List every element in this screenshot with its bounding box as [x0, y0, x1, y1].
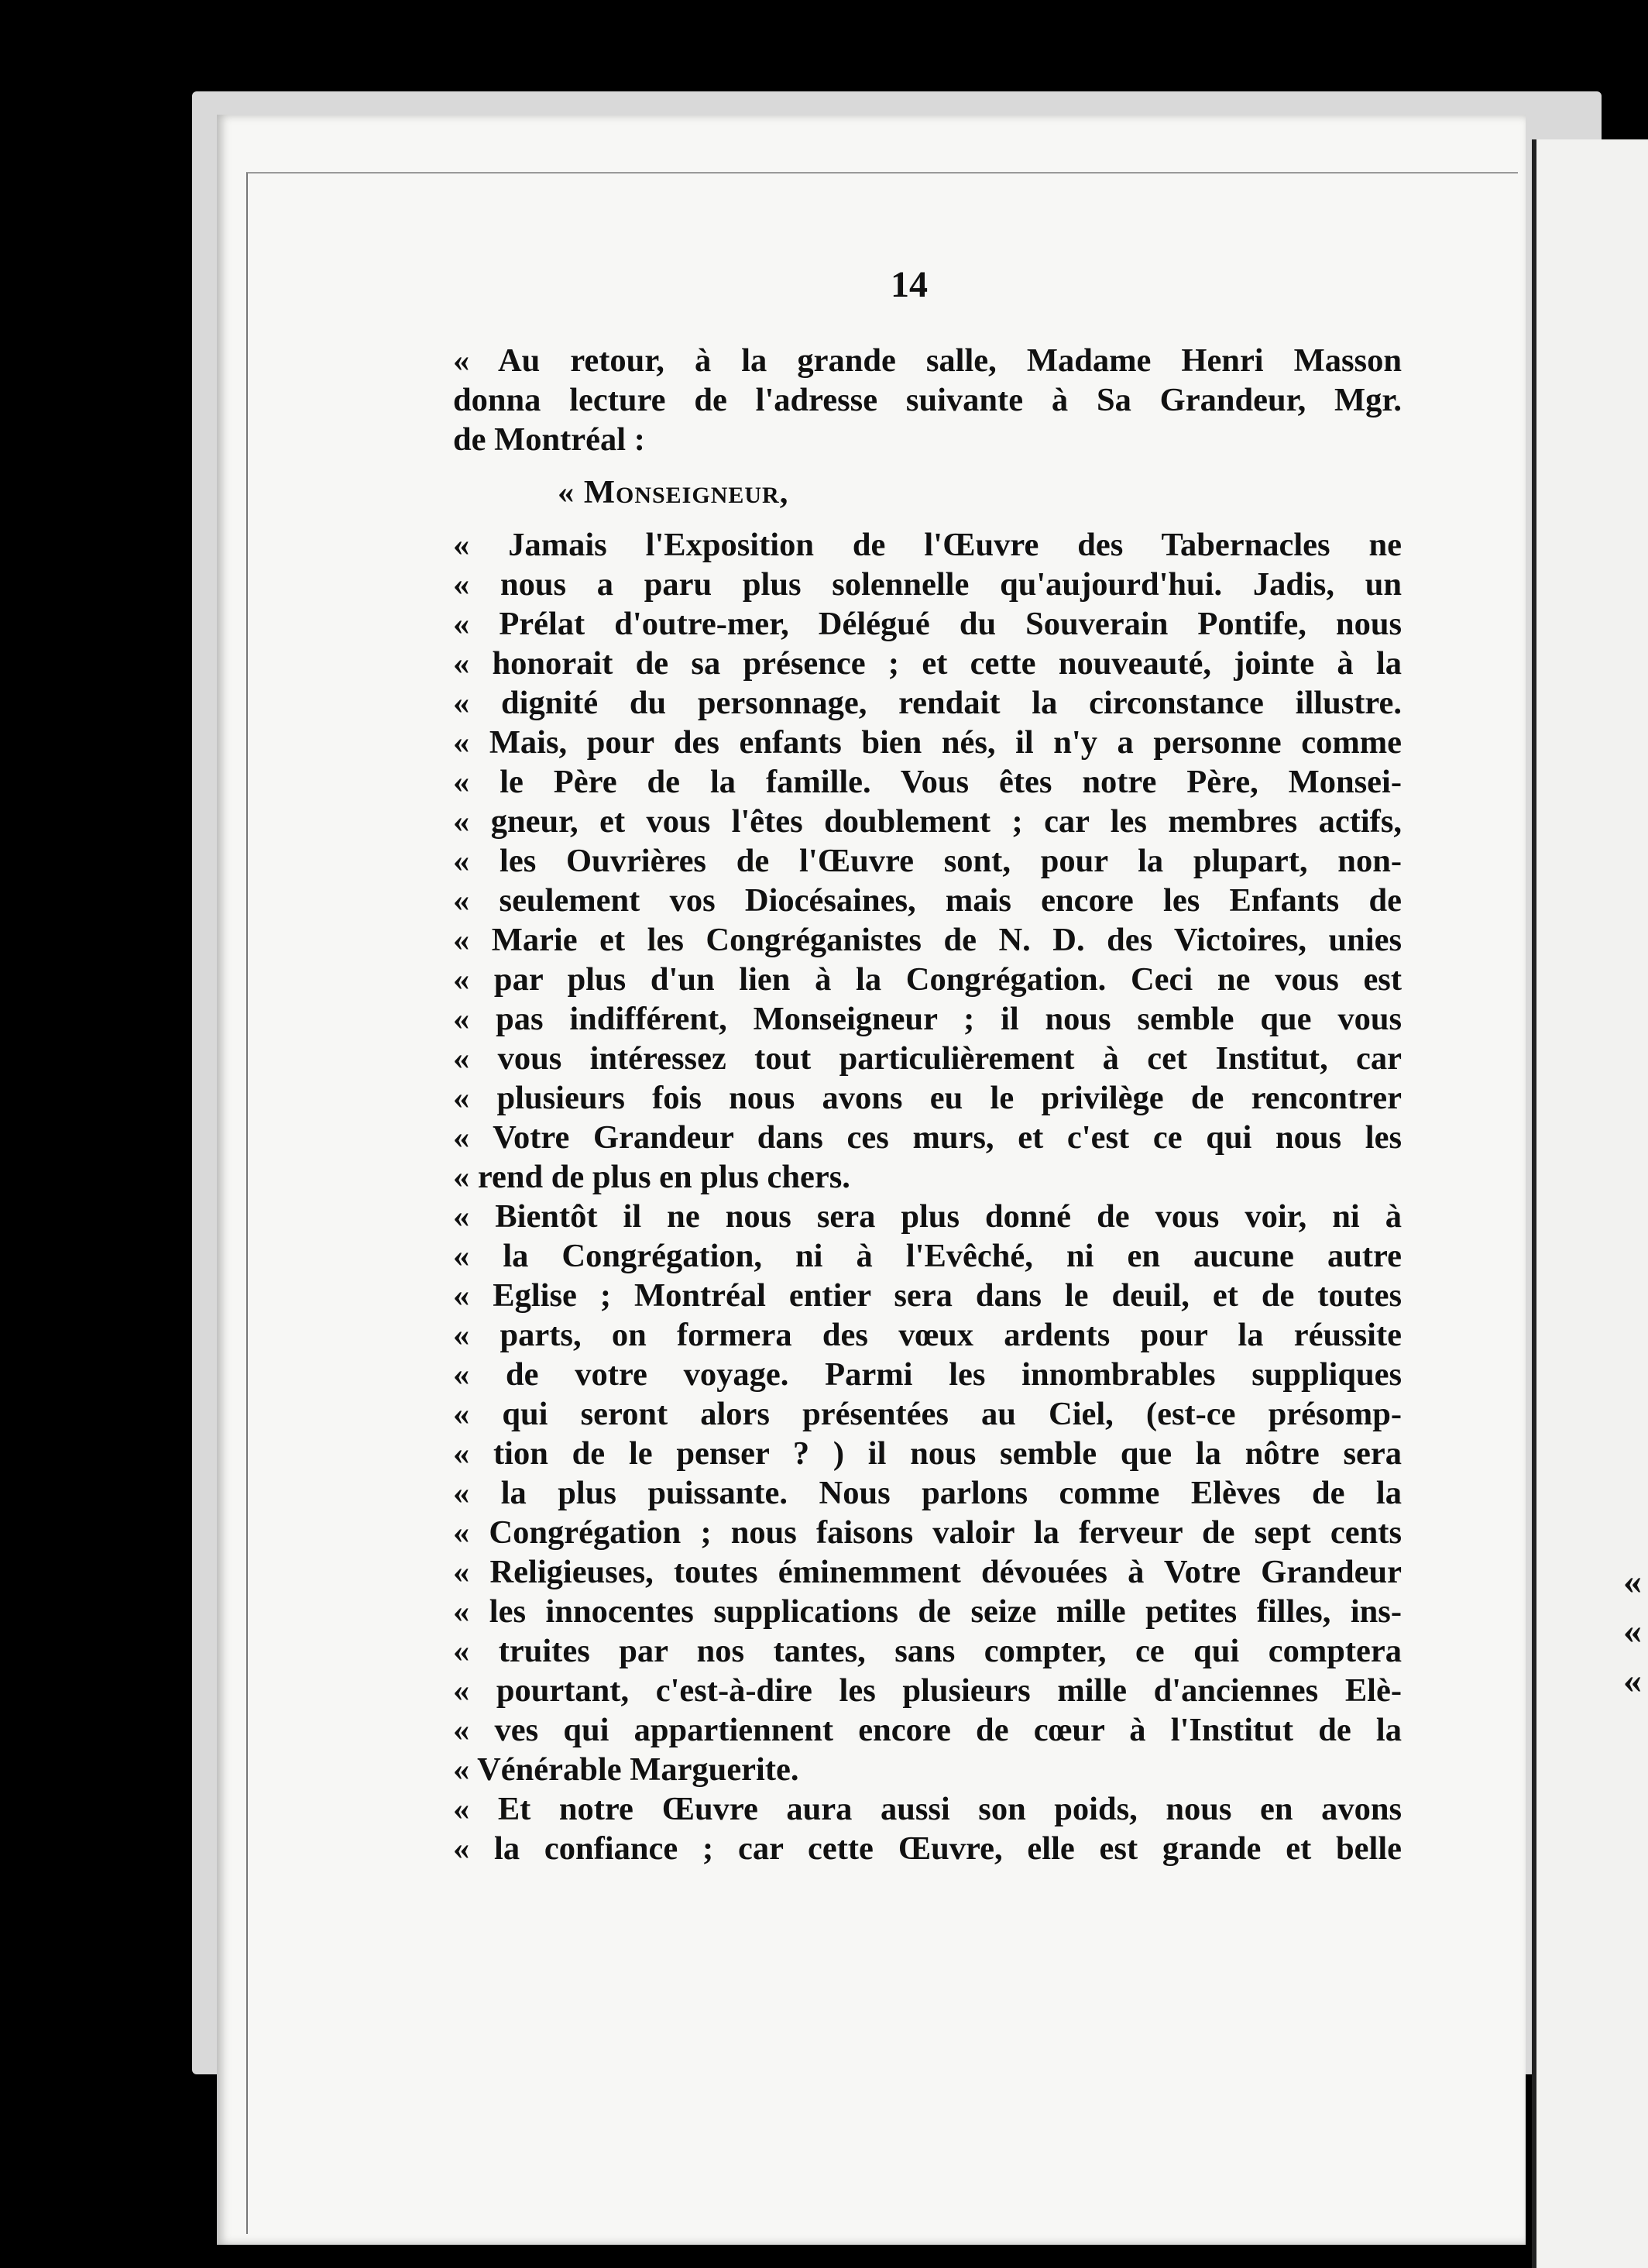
text-line: « Au retour, à la grande salle, Madame Henri Masson — [453, 342, 1402, 379]
text-line: « honorait de sa présence ; et cette nouveauté, jointe à la — [453, 645, 1402, 682]
text-line: « pas indifférent, Monseigneur ; il nous semble que vous — [453, 1001, 1402, 1037]
text-line: de Montréal : — [453, 421, 645, 458]
text-line: « truites par nos tantes, sans compter, ce qui comptera — [453, 1633, 1402, 1669]
text-line: « Religieuses, toutes éminemment dévouées à Votre Grandeur — [453, 1554, 1402, 1590]
text-line: « Jamais l'Exposition de l'Œuvre des Tabernacles ne — [453, 527, 1402, 563]
facing-page-mark: « — [1623, 1561, 1642, 1602]
text-line: « seulement vos Diocésaines, mais encore les Enfants de — [453, 882, 1402, 919]
page-text — [453, 341, 1402, 1868]
facing-page-marks — [1623, 1557, 1648, 1706]
facing-page-mark: « — [1623, 1660, 1642, 1701]
text-line: « plusieurs fois nous avons eu le privilège de rencontrer — [453, 1080, 1402, 1116]
text-line: « le Père de la famille. Vous êtes notre Père, Monsei- — [453, 764, 1402, 800]
address-paragraph-2 — [453, 1197, 1402, 1789]
text-line: « ves qui appartiennent encore de cœur à l'Institut de la — [453, 1712, 1402, 1748]
text-line: « Marie et les Congréganistes de N. D. des Victoires, unies — [453, 922, 1402, 958]
text-line: « Et notre Œuvre aura aussi son poids, nous en avons — [453, 1791, 1402, 1827]
text-line: « par plus d'un lien à la Congrégation. Ceci ne vous est — [453, 961, 1402, 998]
text-line: « qui seront alors présentées au Ciel, (est-ce présomp- — [453, 1396, 1402, 1432]
text-line: « la plus puissante. Nous parlons comme Elèves de la — [453, 1475, 1402, 1511]
page-number: 14 — [891, 264, 928, 305]
text-line: « les innocentes supplications de seize mille petites filles, ins- — [453, 1593, 1402, 1630]
text-line: « dignité du personnage, rendait la circonstance illustre. — [453, 685, 1402, 721]
address-paragraph-3 — [453, 1789, 1402, 1868]
text-line: « pourtant, c'est-à-dire les plusieurs mille d'anciennes Elè- — [453, 1672, 1402, 1709]
facing-page-mark: « — [1623, 1610, 1642, 1651]
text-line: « la Congrégation, ni à l'Evêché, ni en aucune autre — [453, 1238, 1402, 1274]
text-line: « Congrégation ; nous faisons valoir la ferveur de sept cents — [453, 1514, 1402, 1551]
salutation: « Monseigneur, — [558, 474, 789, 510]
text-line: « Mais, pour des enfants bien nés, il n'y a personne comme — [453, 724, 1402, 761]
text-line: « Bientôt il ne nous sera plus donné de vous voir, ni à — [453, 1198, 1402, 1235]
intro-paragraph — [453, 341, 1402, 459]
text-line: donna lecture de l'adresse suivante à Sa Grandeur, Mgr. — [453, 382, 1402, 418]
text-line: « vous intéressez tout particulièrement à cet Institut, car — [453, 1040, 1402, 1077]
text-line: « Vénérable Marguerite. — [453, 1751, 799, 1788]
text-line: « parts, on formera des vœux ardents pour la réussite — [453, 1317, 1402, 1353]
address-paragraph-1 — [453, 525, 1402, 1197]
text-line: « Votre Grandeur dans ces murs, et c'est ce qui nous les — [453, 1119, 1402, 1156]
facing-page-edge — [1532, 139, 1648, 2268]
text-line: « de votre voyage. Parmi les innombrables suppliques — [453, 1356, 1402, 1393]
text-line: « Eglise ; Montréal entier sera dans le deuil, et de toutes — [453, 1277, 1402, 1314]
text-line: « nous a paru plus solennelle qu'aujourd'hui. Jadis, un — [453, 566, 1402, 603]
text-line: « les Ouvrières de l'Œuvre sont, pour la plupart, non- — [453, 843, 1402, 879]
text-line: « la confiance ; car cette Œuvre, elle est grande et belle — [453, 1830, 1402, 1867]
text-line: « rend de plus en plus chers. — [453, 1159, 850, 1195]
text-line: « tion de le penser ? ) il nous semble que la nôtre sera — [453, 1435, 1402, 1472]
text-line: « Prélat d'outre-mer, Délégué du Souverain Pontife, nous — [453, 606, 1402, 642]
text-line: « gneur, et vous l'êtes doublement ; car les membres actifs, — [453, 803, 1402, 840]
